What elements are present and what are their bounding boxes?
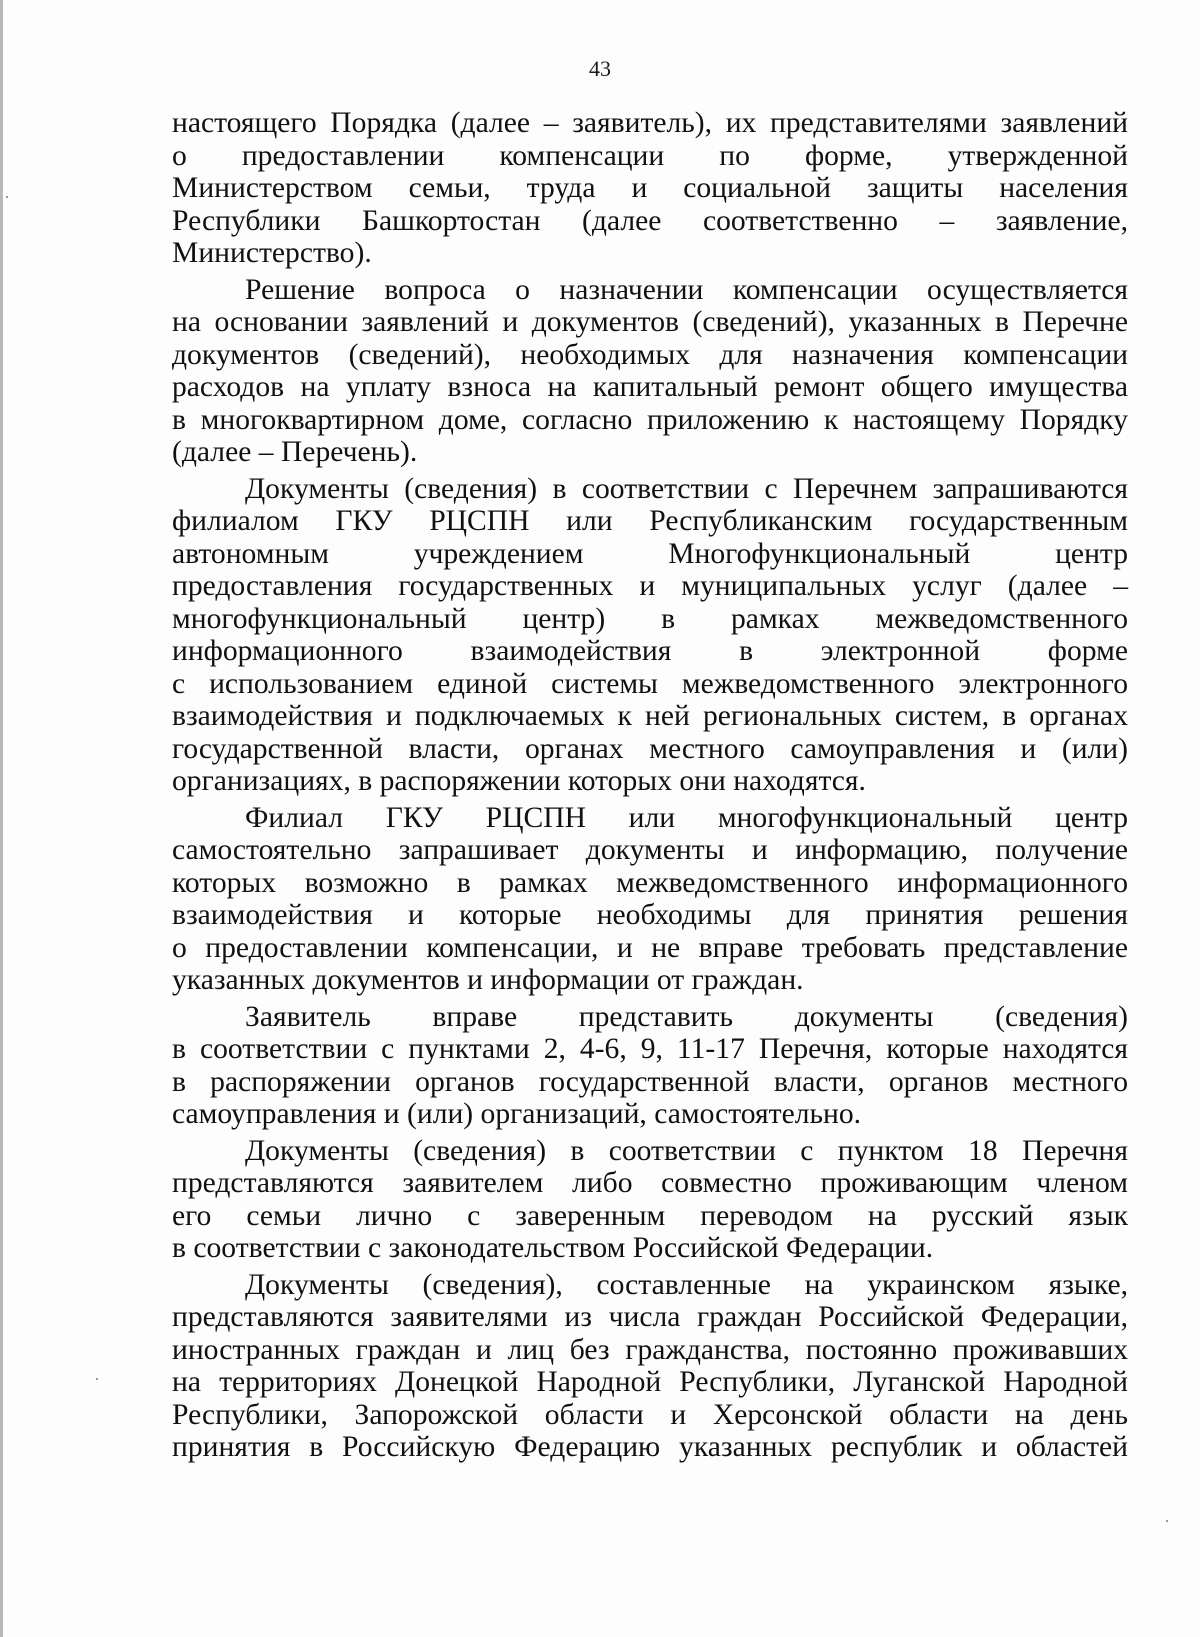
text-line: настоящего Порядка (далее – заявитель), их представителями заявлений [172, 107, 1128, 139]
text-line: Министерство). [172, 237, 372, 269]
document-body [172, 107, 1128, 1464]
text-line: представляются заявителями из числа граждан Российской Федерации, [172, 1301, 1128, 1333]
text-line: (далее – Перечень). [172, 436, 418, 468]
paragraph-7 [172, 1269, 1128, 1464]
text-line: организациях, в распоряжении которых они находятся. [172, 765, 866, 797]
text-line: самостоятельно запрашивает документы и информацию, получение [172, 834, 1128, 866]
scan-speck [1166, 1520, 1168, 1522]
paragraph-6 [172, 1135, 1128, 1265]
text-line: в распоряжении органов государственной власти, органов местного [172, 1065, 1128, 1098]
text-line: Республики, Запорожской области и Херсонской области на день [172, 1398, 1128, 1431]
paragraph-3 [172, 473, 1128, 798]
text-line: о предоставлении компенсации по форме, утвержденной [172, 139, 1128, 172]
paragraph-2 [172, 274, 1128, 469]
text-line: государственной власти, органах местного самоуправления и (или) [172, 732, 1128, 765]
page-number: 43 [589, 56, 611, 81]
text-line: автономным учреждением Многофункциональный центр [172, 537, 1128, 570]
text-line: документов (сведений), необходимых для назначения компенсации [172, 338, 1128, 371]
text-line: иностранных граждан и лиц без гражданства, постоянно проживавших [172, 1333, 1128, 1366]
text-line: взаимодействия и подключаемых к ней региональных систем, в органах [172, 700, 1128, 732]
text-line: Документы (сведения), составленные на украинском языке, [245, 1268, 1128, 1301]
text-line: в соответствии с законодательством Российской Федерации. [172, 1232, 934, 1264]
text-line: Филиал ГКУ РЦСПН или многофункциональный центр [245, 801, 1128, 834]
text-line: Решение вопроса о назначении компенсации осуществляется [245, 273, 1128, 306]
text-line: Документы (сведения) в соответствии с Перечнем запрашиваются [245, 472, 1128, 505]
text-line: с использованием единой системы межведомственного электронного [172, 667, 1128, 700]
text-line: Документы (сведения) в соответствии с пунктом 18 Перечня [245, 1134, 1128, 1167]
text-line: Республики Башкортостан (далее соответственно – заявление, [172, 204, 1128, 237]
text-line: о предоставлении компенсации, и не вправе требовать представление [172, 931, 1128, 964]
text-line: указанных документов и информации от граждан. [172, 964, 804, 996]
text-line: в многоквартирном доме, согласно приложению к настоящему Порядку [172, 403, 1128, 436]
text-line: информационного взаимодействия в электронной форме [172, 635, 1128, 667]
text-line: которых возможно в рамках межведомственного информационного [172, 866, 1128, 899]
text-line: на основании заявлений и документов (сведений), указанных в Перечне [172, 306, 1128, 338]
text-line: на территориях Донецкой Народной Республики, Луганской Народной [172, 1366, 1128, 1398]
text-line: Министерством семьи, труда и социальной защиты населения [172, 172, 1128, 204]
paragraph-5 [172, 1001, 1128, 1131]
scan-speck [6, 196, 8, 198]
text-line: его семьи лично с заверенным переводом на русский язык [172, 1199, 1128, 1232]
text-line: многофункциональный центр) в рамках межведомственного [172, 602, 1128, 635]
text-line: представляются заявителем либо совместно проживающим членом [172, 1167, 1128, 1199]
page-edge-shadow [0, 0, 3, 1637]
text-line: филиалом ГКУ РЦСПН или Республиканским государственным [172, 505, 1128, 537]
text-line: самоуправления и (или) организаций, самостоятельно. [172, 1098, 862, 1130]
text-line: в соответствии с пунктами 2, 4-6, 9, 11-17 Перечня, которые находятся [172, 1033, 1128, 1065]
paragraph-1 [172, 107, 1128, 270]
text-line: взаимодействия и которые необходимы для принятия решения [172, 899, 1128, 931]
text-line: принятия в Российскую Федерацию указанных республик и областей [172, 1431, 1128, 1463]
text-line: расходов на уплату взноса на капитальный ремонт общего имущества [172, 371, 1128, 403]
scan-speck [96, 1378, 98, 1380]
text-line: предоставления государственных и муниципальных услуг (далее – [172, 570, 1128, 602]
paragraph-4 [172, 802, 1128, 997]
text-line: Заявитель вправе представить документы (сведения) [245, 1000, 1128, 1033]
